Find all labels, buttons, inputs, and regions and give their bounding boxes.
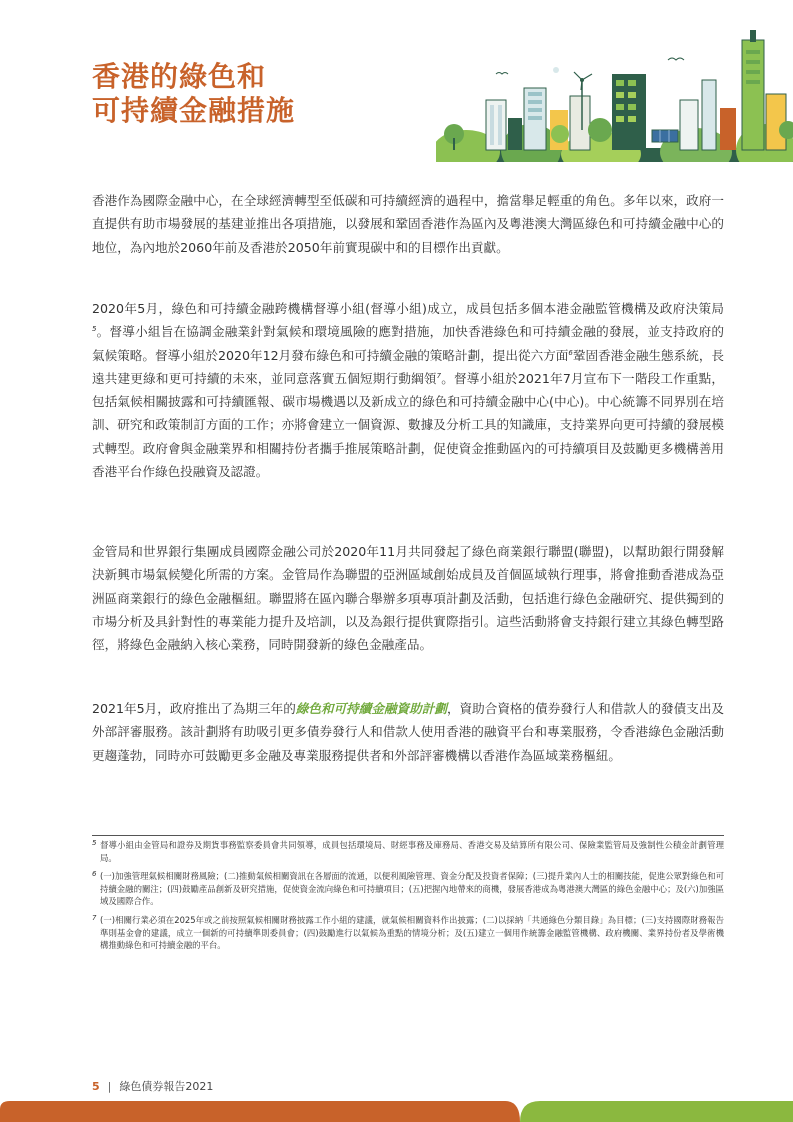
green-city-illustration: [436, 30, 793, 162]
report-title: 綠色債券報告2021: [119, 1080, 214, 1093]
footnote-6: [92, 870, 724, 908]
footnote-divider: [92, 835, 724, 836]
footnote-5: [92, 839, 724, 864]
footer-separator: |: [107, 1080, 112, 1093]
footnote-number: 6: [92, 870, 97, 879]
footnote-text: (一)相關行業必須在2025年或之前按照氣候相關財務披露工作小組的建議，就氣候相關資料作出披露；(二)以採納「共通綠色分類目錄」為目標；(三)支持國際財務報告準則基金會的建議，成立一個新的可持續準則委員會；(四)鼓勵進行以氣候為重點的情境分析；及(五)建立一個用作統籌金融監管機構、政府機關、業界持份者及學術機構推動綠色和可持續金融的平台。: [100, 914, 724, 951]
footnote-ref-5[interactable]: 5: [92, 325, 97, 334]
page-footer: [92, 1078, 213, 1094]
footnote-text: 督導小組由金管局和證券及期貨事務監察委員會共同領導，成員包括環境局、財經事務及庫務局、香港交易及結算所有限公司、保險業監管局及強制性公積金計劃管理局。: [100, 840, 724, 863]
footer-color-band: [0, 1101, 793, 1122]
footnote-ref-7[interactable]: 7: [436, 371, 442, 380]
page-number: 5: [92, 1080, 100, 1093]
footnote-text: (一)加強管理氣候相關財務風險；(二)推動氣候相關資訊在各層面的流通，以便利風險管理、資金分配及投資者保障；(三)提升業內人士的相關技能，促進公眾對綠色和可持續金融的關注；(四)鼓勵產品創新及研究措施，促使資金流向綠色和可持續項目；(五)把握內地帶來的商機，發展香港成為粵港澳大灣區的綠色金融中心；及(六)加強區域及國際合作。: [100, 871, 724, 907]
green-finance-grant-scheme-link[interactable]: 綠色和可持續金融資助計劃: [295, 701, 447, 716]
paragraph-4: [92, 697, 724, 767]
footnote-ref-6[interactable]: 6: [568, 348, 573, 357]
paragraph-text: 香港作為國際金融中心，在全球經濟轉型至低碳和可持續經濟的過程中，擔當舉足輕重的角色。多年以來，政府一直提供有助市場發展的基建並推出各項措施，以發展和鞏固香港作為區內及粵港澳大灣區綠色和可持續金融中心的地位，為內地於2060年前及香港於2050年前實現碳中和的目標作出貢獻。: [92, 193, 724, 255]
paragraph-1: [92, 189, 724, 259]
page-title-line-1: 香港的綠色和: [92, 60, 267, 93]
paragraph-3: [92, 540, 724, 656]
paragraph-text: 2020年5月，綠色和可持續金融跨機構督導小組(督導小組)成立，成員包括多個本港金融監管機構及政府決策局: [92, 301, 724, 316]
page-title: [92, 60, 295, 128]
footnote-number: 5: [92, 839, 97, 847]
paragraph-2: [92, 297, 724, 483]
paragraph-text: 。督導小組於2021年7月宣布下一階段工作重點，包括氣候相關披露和可持續匯報、碳市場機遇以及新成立的綠色和可持續金融中心(中心)。中心統籌不同界別在培訓、研究和政策制訂方面的工作；亦將會建立一個資源、數據及分析工具的知識庫，支持業界向更可持續的發展模式轉型。政府會與金融業界和相關持份者攜手推展策略計劃，促使資金推動區內的可持續項目及鼓勵更多機構善用香港平台作綠色投融資及認證。: [92, 370, 724, 480]
paragraph-text: 2021年5月，政府推出了為期三年的: [92, 701, 296, 716]
footnotes: [92, 839, 724, 958]
paragraph-text: ，資助合資格的債券發行人和借款人的發債支出及外部評審服務。該計劃將有助吸引更多債券發行人和借款人使用香港的融資平台和專業服務，令香港綠色金融活動更趨蓬勃，同時亦可鼓勵更多金融及專業服務提供者和外部評審機構以香港作為區域業務樞紐。: [92, 701, 725, 763]
paragraph-text: 金管局和世界銀行集團成員國際金融公司於2020年11月共同發起了綠色商業銀行聯盟(聯盟)，以幫助銀行開發解決新興市場氣候變化所需的方案。金管局作為聯盟的亞洲區域創始成員及首個區域執行理事，將會推動香港成為亞洲區商業銀行的綠色金融樞紐。聯盟將在區內聯合舉辦多項專項計劃及活動，包括進行綠色金融研究、提供獨到的市場分析及具針對性的專業能力提升及培訓，以及為銀行提供實際指引。這些活動將會支持銀行建立其綠色轉型路徑，將綠色金融納入核心業務，同時開發新的綠色金融產品。: [92, 544, 724, 653]
footnote-number: 7: [92, 913, 97, 922]
paragraph-text: 。督導小組旨在協調金融業針對氣候和環境風險的應對措施，加快香港綠色和可持續金融的發展，並支持政府的氣候策略。督導小組於2020年12月發布綠色和可持續金融的策略計劃，提出從六方面: [92, 324, 724, 363]
footnote-7: [92, 914, 724, 952]
paragraph-text: 鞏固香港金融生態系統，長遠共建更綠和更可持續的未來，並同意落實五個短期行動綱領: [92, 347, 725, 386]
page-title-line-2: 可持續金融措施: [92, 94, 296, 127]
